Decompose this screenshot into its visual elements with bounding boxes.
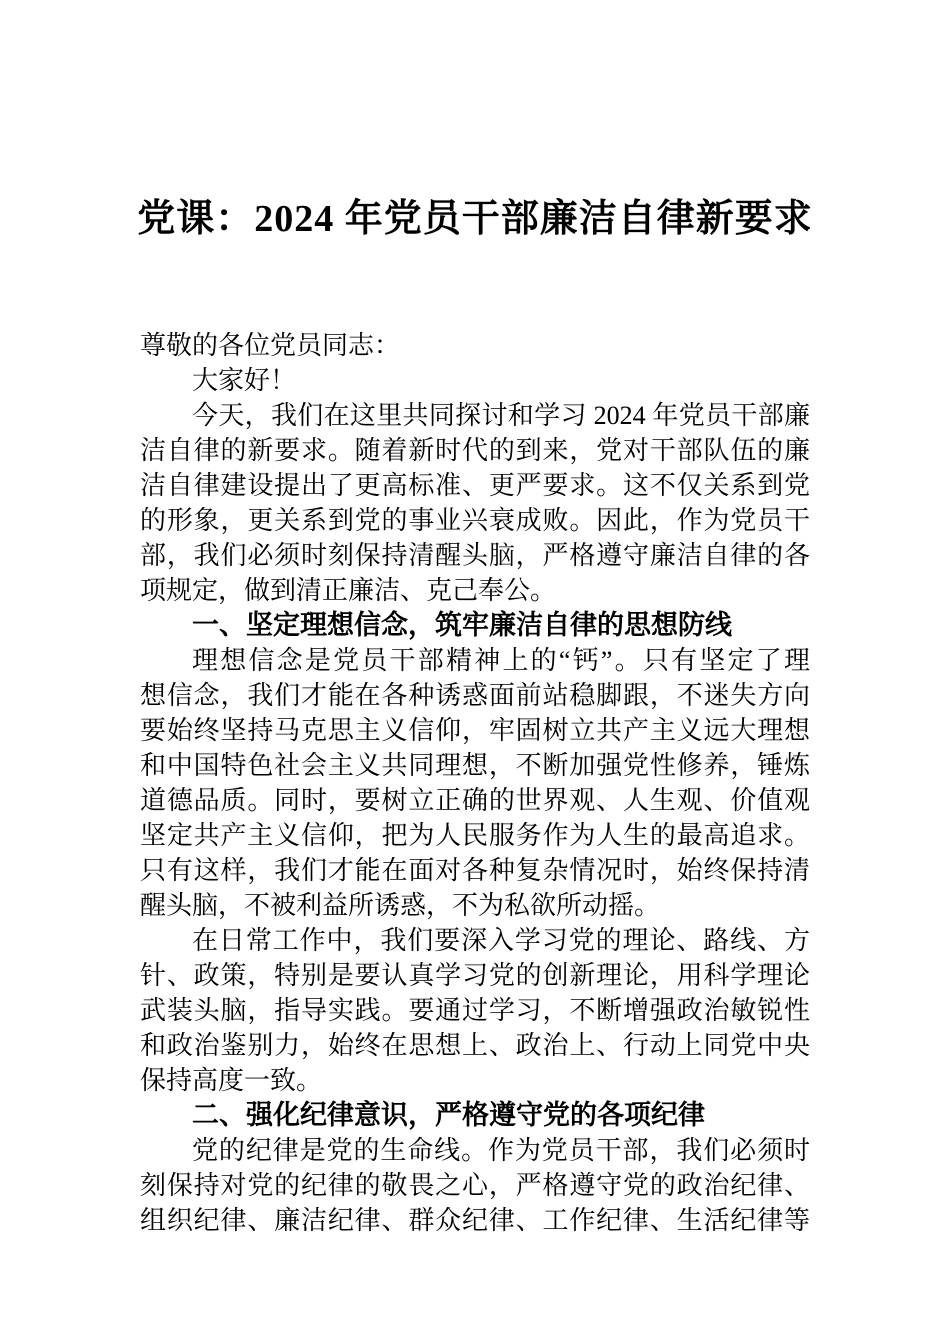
body-line: 武装头脑，指导实践。要通过学习，不断增强政治敏锐性 [140, 996, 810, 1025]
body-line: 今天，我们在这里共同探讨和学习 2024 年党员干部廉 [192, 401, 810, 430]
body-line: 洁自律的新要求。随着新时代的到来，党对干部队伍的廉 [140, 436, 810, 465]
body-line: 项规定，做到清正廉洁、克己奉公。 [140, 576, 557, 605]
body-line: 的形象，更关系到党的事业兴衰成败。因此，作为党员干 [140, 506, 810, 535]
body-line: 洁自律建设提出了更高标准、更严要求。这不仅关系到党 [140, 471, 810, 500]
body-line: 只有这样，我们才能在面对各种复杂情况时，始终保持清 [140, 856, 810, 885]
body-line: 想信念，我们才能在各种诱惑面前站稳脚跟，不迷失方向 [140, 681, 810, 710]
body-line: 和政治鉴别力，始终在思想上、政治上、行动上同党中央 [140, 1031, 810, 1060]
body-line: 大家好！ [192, 366, 297, 395]
body-line: 理想信念是党员干部精神上的“钙”。只有坚定了理 [192, 646, 810, 675]
body-line: 保持高度一致。 [140, 1066, 323, 1095]
body-line: 醒头脑，不被利益所诱惑，不为私欲所动摇。 [140, 891, 661, 920]
body-line: 在日常工作中，我们要深入学习党的理论、路线、方 [192, 926, 810, 955]
body-line: 针、政策，特别是要认真学习党的创新理论，用科学理论 [140, 961, 810, 990]
document-title: 党课：2024 年党员干部廉洁自律新要求 [137, 198, 813, 240]
section-heading-1: 一、坚定理想信念，筑牢廉洁自律的思想防线 [192, 610, 732, 640]
body-line: 坚定共产主义信仰，把为人民服务作为人生的最高追求。 [140, 821, 810, 850]
body-line: 党的纪律是党的生命线。作为党员干部，我们必须时 [192, 1136, 810, 1165]
section-heading-2: 二、强化纪律意识，严格遵守党的各项纪律 [192, 1100, 705, 1130]
body-line: 道德品质。同时，要树立正确的世界观、人生观、价值观 [140, 786, 810, 815]
body-line: 组织纪律、廉洁纪律、群众纪律、工作纪律、生活纪律等 [140, 1206, 810, 1235]
salutation-line: 尊敬的各位党员同志： [140, 331, 401, 360]
body-line: 要始终坚持马克思主义信仰，牢固树立共产主义远大理想 [140, 716, 810, 745]
body-line: 和中国特色社会主义共同理想，不断加强党性修养，锤炼 [140, 751, 810, 780]
body-line: 刻保持对党的纪律的敬畏之心，严格遵守党的政治纪律、 [140, 1171, 810, 1200]
body-line: 部，我们必须时刻保持清醒头脑，严格遵守廉洁自律的各 [140, 541, 810, 570]
document-body [140, 328, 810, 1238]
